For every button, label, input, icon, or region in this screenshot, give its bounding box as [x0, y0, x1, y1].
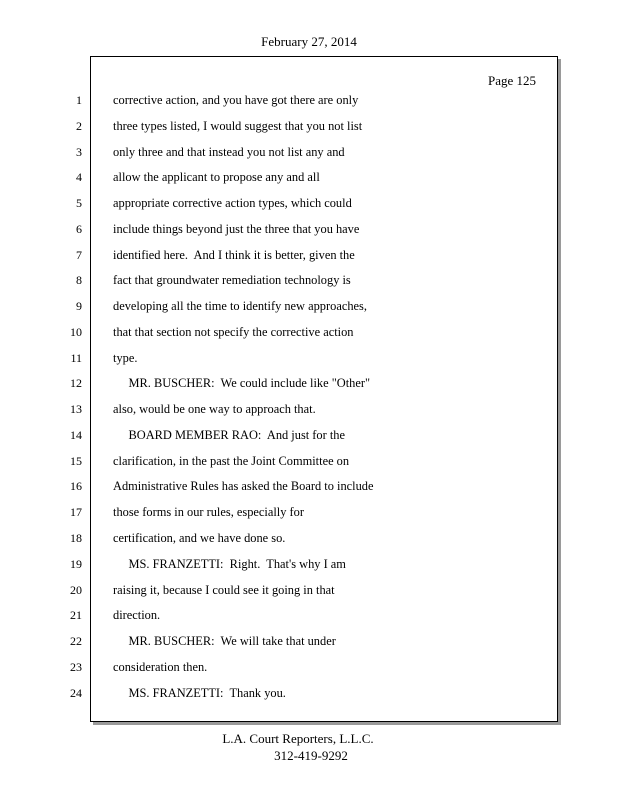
- transcript-line: raising it, because I could see it going in that: [113, 582, 335, 597]
- line-number: 19: [70, 556, 82, 571]
- line-number: 4: [76, 170, 82, 185]
- transcript-line: MS. FRANZETTI: Thank you.: [113, 685, 286, 700]
- transcript-line: three types listed, I would suggest that you not list: [113, 118, 363, 133]
- footer-company: L.A. Court Reporters, L.L.C.: [222, 731, 374, 746]
- footer-phone: 312-419-9292: [274, 748, 348, 763]
- transcript-line: direction.: [113, 608, 161, 623]
- line-number: 17: [70, 505, 82, 520]
- transcript-line: certification, and we have done so.: [113, 531, 286, 546]
- line-number: 9: [76, 299, 82, 314]
- transcript-line: that that section not specify the corrective action: [113, 324, 354, 339]
- line-number: 7: [76, 247, 82, 262]
- transcript-line: corrective action, and you have got there are only: [113, 93, 359, 107]
- line-number: 5: [76, 196, 82, 211]
- transcript-line: also, would be one way to approach that.: [113, 402, 316, 417]
- line-number: 23: [70, 659, 82, 674]
- line-number: 10: [70, 324, 82, 339]
- transcript-line: those forms in our rules, especially for: [113, 505, 304, 520]
- transcript-line: only three and that instead you not list any and: [113, 144, 345, 159]
- line-number: 22: [70, 634, 82, 649]
- transcript-body: [113, 88, 543, 706]
- line-number: 3: [76, 144, 82, 159]
- transcript-line: identified here. And I think it is better, given the: [113, 247, 355, 262]
- transcript-line: consideration then.: [113, 659, 208, 674]
- line-number: 15: [70, 453, 82, 468]
- transcript-line: BOARD MEMBER RAO: And just for the: [113, 427, 345, 442]
- line-number-column: [0, 88, 82, 706]
- line-number: 16: [70, 479, 82, 494]
- line-number: 2: [76, 118, 82, 133]
- transcript-line: clarification, in the past the Joint Committee on: [113, 453, 350, 468]
- line-number: 12: [70, 376, 82, 391]
- line-number: 14: [70, 427, 82, 442]
- line-number: 20: [70, 582, 82, 597]
- transcript-line: MS. FRANZETTI: Right. That's why I am: [113, 556, 346, 571]
- header-date: February 27, 2014: [261, 34, 357, 49]
- line-number: 11: [70, 350, 82, 365]
- transcript-line: fact that groundwater remediation technology is: [113, 273, 351, 288]
- transcript-line: allow the applicant to propose any and all: [113, 170, 320, 185]
- footer: [0, 731, 618, 764]
- page-number: Page 125: [487, 73, 536, 88]
- line-number: 1: [76, 93, 82, 107]
- transcript-line: Administrative Rules has asked the Board to include: [113, 479, 374, 494]
- transcript-line: include things beyond just the three that you have: [113, 221, 360, 236]
- line-number: 24: [70, 685, 82, 700]
- transcript-line: appropriate corrective action types, which could: [113, 196, 352, 211]
- transcript-line: MR. BUSCHER: We will take that under: [113, 634, 336, 649]
- transcript-line: MR. BUSCHER: We could include like "Other": [113, 376, 371, 391]
- line-number: 18: [70, 531, 82, 546]
- line-number: 21: [70, 608, 82, 623]
- line-number: 13: [70, 402, 82, 417]
- transcript-line: type.: [113, 350, 138, 365]
- line-number: 6: [76, 221, 82, 236]
- line-number: 8: [76, 273, 82, 288]
- transcript-line: developing all the time to identify new approaches,: [113, 299, 367, 314]
